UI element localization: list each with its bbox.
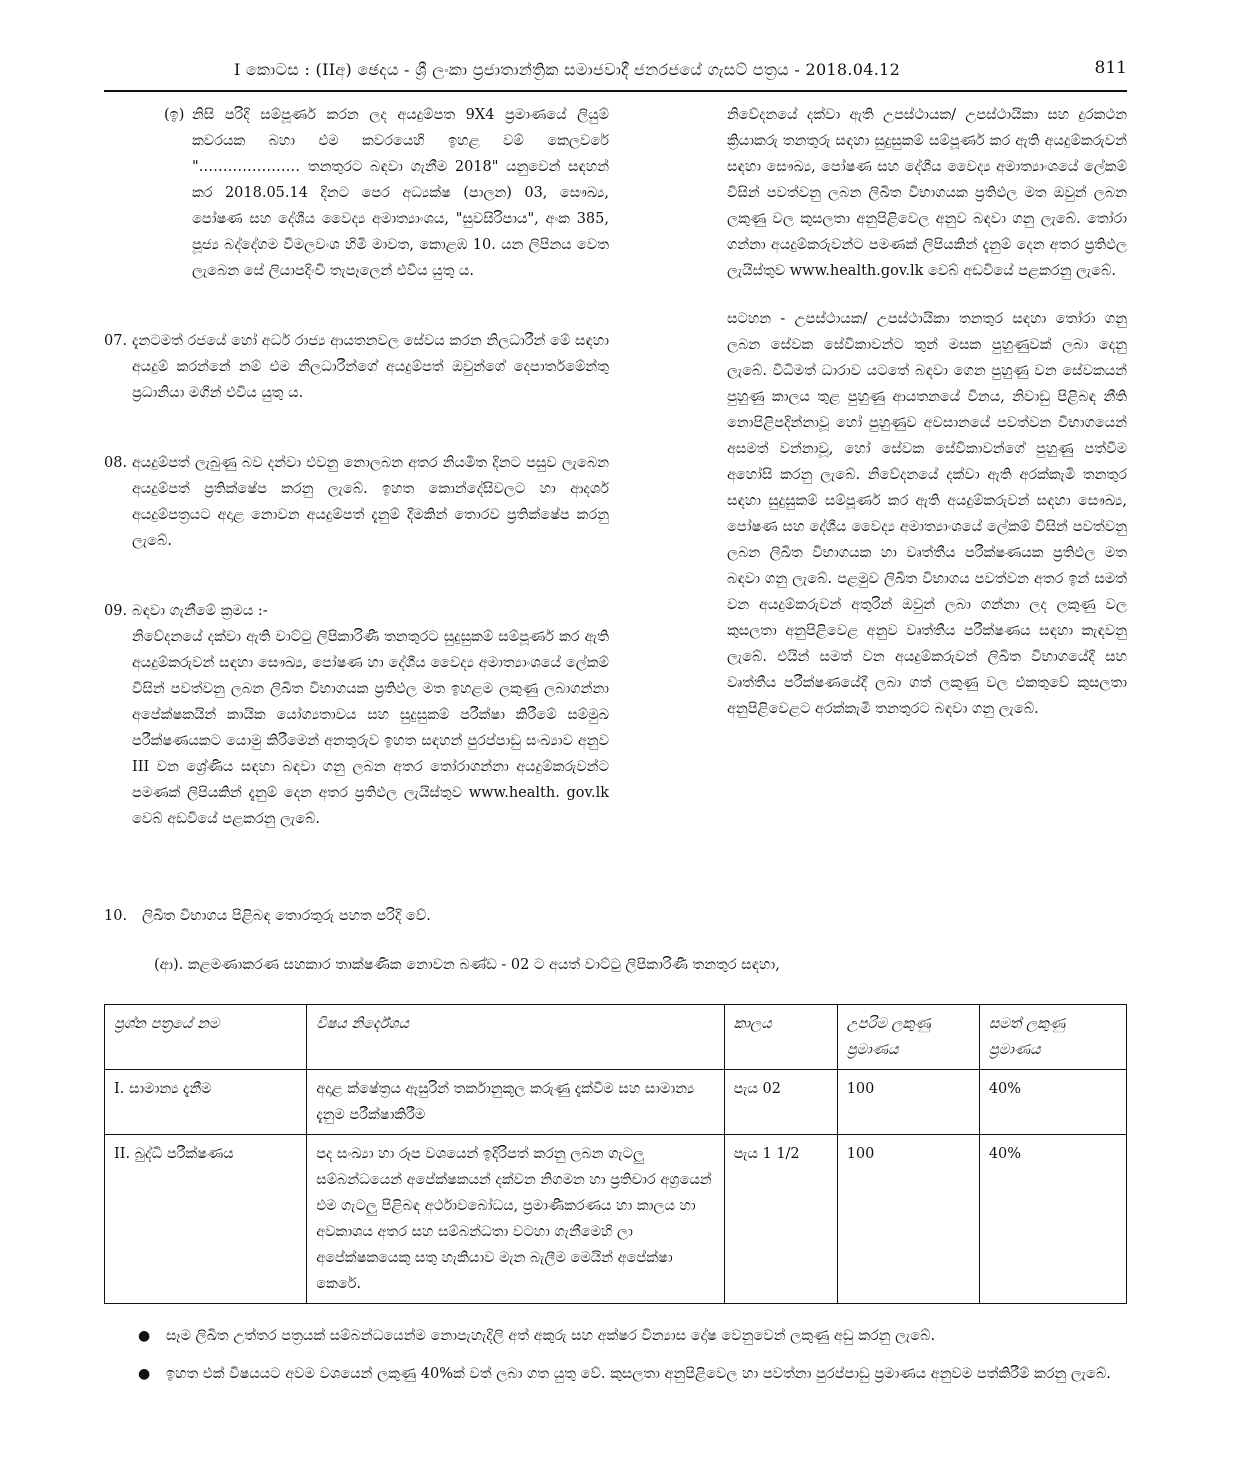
item-text: දැනටමත් රජයේ හෝ අර්ධ රාජ්‍ය ආයතනවල සේවය කරන නිලධාරීන් මේ සඳහා අයදුම් කරන්නේ නම් එම නිලධාරීන්ගේ අයදුම්පත් ඔවුන්ගේ දෙපාර්තමේන්තු ප්‍රධානියා මගින් එවිය යුතු ය. xyxy=(132,333,609,401)
header-pass-marks: සමත් ලකුණු ප්‍රමාණය xyxy=(979,1005,1126,1070)
list-item xyxy=(104,1360,1127,1388)
header-syllabus: විෂය නිර්දේශය xyxy=(307,1005,724,1070)
list-item-text: ඉහත එක් විෂයයට අවම වශයෙන් ලකුණු 40%ක් වත් ලබා ගත යුතු වේ. කුසලතා අනුපිළිවෙල හා පවත්නා පුරප්පාඩු ප්‍රමාණය අනුවම පත්කිරීම් කරනු ලැබේ. xyxy=(166,1366,1111,1382)
table-header-row xyxy=(105,1005,1127,1070)
item-08 xyxy=(104,450,609,554)
cell-syllabus: පද සංඛ්‍යා හා රූප වශයෙන් ඉදිරිපත් කරනු ලබන ගැටලු සම්බන්ධයෙන් අපේක්ෂකයන් දක්වන නිගමන හා ප්‍රතිචාර අග්‍රයෙන් එම ගැටලු පිළිබඳ අර්ථාවබෝධය, ප්‍රමාණීකරණය හා කාලය හා අවකාශය අතර සහ සම්බන්ධතා වටහා ගැනීමෙහි ලා අපේක්ෂකයෙකු සතු හැකියාව මැන බැලීම මෙයින් අපේක්ෂා කෙරේ. xyxy=(307,1135,724,1304)
right-paragraph-note: සටහන - උපස්ථායක/ උපස්ථායිකා තනතුර සඳහා තෝරා ගනු ලබන සේවක සේවිකාවන්ට තුන් මසක පුහුණුවක් ලබා දෙනු ලැබේ. විධිමත් ධාරාව යටතේ බඳවා ගෙන පුහුණු වන සේවකයන් පුහුණු කාලය තුළ පුහුණු ආයතනයේ විනය, නිවාඩු පිළිබඳ නීති නොපිළිපදින්නාවූ හෝ පුහුණුව අවසානයේ පවත්වන විභාගයෙන් අසමත් වන්නාවූ, හෝ සේවක සේවිකාවන්ගේ පුහුණු පත්වීම අහෝසි කරනු ලැබේ. නිවේදනයේ දක්වා ඇති අරක්කැමි තනතුර සඳහා සුදුසුකම් සම්පූර්ණ කර ඇති අයදුම්කරුවන් සඳහා සෞඛ්‍ය, පෝෂණ සහ දේශීය වෛද්‍ය අමාත්‍යාංශයේ ලේකම් විසින් පවත්වනු ලබන ලිඛිත විභාගයක හා වෘත්තීය පරීක්ෂණයක ප්‍රතිඵල මත බඳවා ගනු ලැබේ. පළමුව ලිඛිත විභාගය පවත්වන අතර ඉන් සමත් වන අයදුම්කරුවන් අතුරින් ඔවුන් ලබා ගන්නා ලද ලකුණු වල කුසලතා අනුපිළිවෙළ අනුව වෘත්තීය පරීක්ෂණය සඳහා කැඳවනු ලැබේ. එයින් සමත් වන අයදුම්කරුවන් ලිඛිත විභාගයේදී සහ වෘත්තීය පරීක්ෂණයේදී ලබා ගත් ලකුණු වල එකතුවේ කුසලතා අනුපිළිවෙළට අරක්කැමි තනතුරට බඳවා ගනු ලැබේ. xyxy=(727,311,1127,717)
header-max-marks: උපරිම ලකුණු ප්‍රමාණය xyxy=(837,1005,979,1070)
cell-duration: පැය 02 xyxy=(724,1070,837,1135)
header-title: I කොටස : (IIඅ) ඡෙදය - ශ්‍රී ලංකා ප්‍රජාතාන්ත්‍රික සමාජවාදී ජනරජයේ ගැසට් පත්‍රය - 2018.04.12 xyxy=(234,60,901,79)
section-10-sub: (ආ). කළමණාකරණ සහකාර තාක්ෂණික නොවන බණ්ඩ - 02 ට අයත් වාට්ටු ලිපිකාරිණී තනතුර සඳහා, xyxy=(154,957,780,973)
cell-paper-name: II. බුද්ධි පරීක්ෂණය xyxy=(105,1135,307,1304)
header-paper-name: ප්‍රශ්න පත්‍රයේ නම xyxy=(105,1005,307,1070)
right-paragraph-1: නිවේදනයේ දක්වා ඇති උපස්ථායක/ උපස්ථායිකා සහ දුරකථන ක්‍රියාකරු තනතුරු සඳහා සුදුසුකම් සම්පූර්ණ කර ඇති අයදුම්කරුවන් සඳහා සෞඛ්‍ය, පෝෂණ සහ දේශීය වෛද්‍ය අමාත්‍යාංශයේ ලේකම් විසින් පවත්වනු ලබන ලිඛිත විභාගයක ප්‍රතිඵල මත ඔවුන් ලබන ලකුණු වල කුසලතා අනුපිළිවෙල අනුව බඳවා ගනු ලැබේ. තෝරා ගන්නා අයදුම්කරුවන්ට පමණක් ලිපියකින් දැනුම් දෙන අතර ප්‍රතිඵල ලැයිස්තුව www.health.gov.lk වෙබ් අඩවියේ පළකරනු ලැබේ. xyxy=(727,107,1127,279)
item-number: 08. xyxy=(104,455,128,471)
section-title: ලිඛිත විභාගය පිළිබඳ තොරතුරු පහත පරිදි වේ. xyxy=(142,908,431,924)
page-header xyxy=(104,54,1127,88)
cell-paper-name: I. සාමාන්‍ය දැනීම xyxy=(105,1070,307,1135)
header-divider xyxy=(104,90,1127,92)
right-column xyxy=(727,102,1127,722)
item-text: අයදුම්පත් ලැබුණු බව දන්වා එවනු නොලබන අතර නියමිත දිනට පසුව ලැබෙන අයදුම්පත් ප්‍රතික්ෂේප කරනු ලැබේ. ඉහත කොන්දේසිවලට හා ආදර්ශ අයදුම්පත්‍රයට අදාළ නොවන අයදුම්පත් දැනුම් දීමකින් තොරව ප්‍රතික්ෂේප කරනු ලැබේ. xyxy=(132,455,609,549)
item-07 xyxy=(104,328,609,406)
cell-max-marks: 100 xyxy=(837,1070,979,1135)
left-column xyxy=(104,102,609,854)
cell-pass-marks: 40% xyxy=(979,1070,1126,1135)
page-number: 811 xyxy=(1094,58,1127,78)
section-number: 10. xyxy=(104,908,128,924)
list-item-text: සෑම ලිඛිත උත්තර පත්‍රයක් සම්බන්ධයෙන්ම නොපැහැදිලි අත් අකුරු සහ අක්ෂර වින්‍යාස දෝෂ වෙනුවෙන් ලකුණු අඩු කරනු ලැබේ. xyxy=(166,1328,936,1344)
bullet-icon: ● xyxy=(138,1328,151,1344)
table-row xyxy=(105,1070,1127,1135)
header-duration: කාලය xyxy=(724,1005,837,1070)
sub-item-number: (ඉ) xyxy=(164,107,185,123)
item-number: 09. xyxy=(104,603,128,619)
sub-item-i xyxy=(164,102,609,284)
item-number: 07. xyxy=(104,333,128,349)
cell-duration: පැය 1 1/2 xyxy=(724,1135,837,1304)
table-row xyxy=(105,1135,1127,1304)
exam-table xyxy=(104,1004,1127,1304)
cell-pass-marks: 40% xyxy=(979,1135,1126,1304)
list-item xyxy=(104,1322,1127,1350)
item-09 xyxy=(104,598,609,832)
item-title: බඳවා ගැනීමේ ක්‍රමය :- xyxy=(132,603,268,619)
notes-list xyxy=(104,1322,1127,1398)
item-text: නිවේදනයේ දක්වා ඇති වාට්ටු ලිපිකාරිණී තනතුරට සුදුසුකම් සම්පූර්ණ කර ඇති අයදුම්කරුවන් සඳහා සෞඛ්‍ය, පෝෂණ හා දේශීය වෛද්‍ය අමාත්‍යාංශයේ ලේකම් විසින් පවත්වනු ලබන ලිඛිත විභාගයක ප්‍රතිඵල මත ඉහළම ලකුණු ලබාගන්නා අපේක්ෂකයින් කායික යෝග්‍යතාවය සහ සුදුසුකම් පරීක්ෂා කිරීමේ සම්මුඛ පරීක්ෂණයකට යොමු කිරීමෙන් අනතුරුව ඉහත සඳහන් පුරප්පාඩු සංඛ්‍යාව අනුව III වන ශ්‍රේණිය සඳහා බඳවා ගනු ලබන අතර තෝරාගන්නා අයදුම්කරුවන්ට පමණක් ලිපියකින් දැනුම් දෙන අතර ප්‍රතිඵල ලැයිස්තුව www.health. gov.lk වෙබ් අඩවියේ පළකරනු ලැබේ. xyxy=(132,629,609,827)
cell-max-marks: 100 xyxy=(837,1135,979,1304)
sub-item-text: නිසි පරිදි සම්පූර්ණ කරන ලද අයදුම්පත 9X4 ප්‍රමාණයේ ලියුම් කවරයක බහා එම කවරයෙහි ඉහළ වම් කෙලවරේ "………………… තනතුරට බඳවා ගැනීම 2018" යනුවෙන් සඳහන් කර 2018.05.14 දිනට පෙර අධ්‍යක්ෂ (පාලන) 03, සෞඛ්‍ය, පෝෂණ සහ දේශීය වෛද්‍ය අමාත්‍යාංශය, "සුවසිරිපාය", අංක 385, පූජ්‍ය බද්දේගම විමලවංශ හිමි මාවත, කොළඹ 10. යන ලිපිනය වෙත ලැබෙන සේ ලියාපදිංචි තැපෑලෙන් එවිය යුතු ය. xyxy=(192,107,609,279)
bullet-icon: ● xyxy=(138,1366,151,1382)
cell-syllabus: අදාළ ක්ෂේත්‍රය ඇසුරින් තර්කානුකූල කරුණු දැක්වීම සහ සාමාන්‍ය දැනුම පරීක්ෂාකිරීම xyxy=(307,1070,724,1135)
